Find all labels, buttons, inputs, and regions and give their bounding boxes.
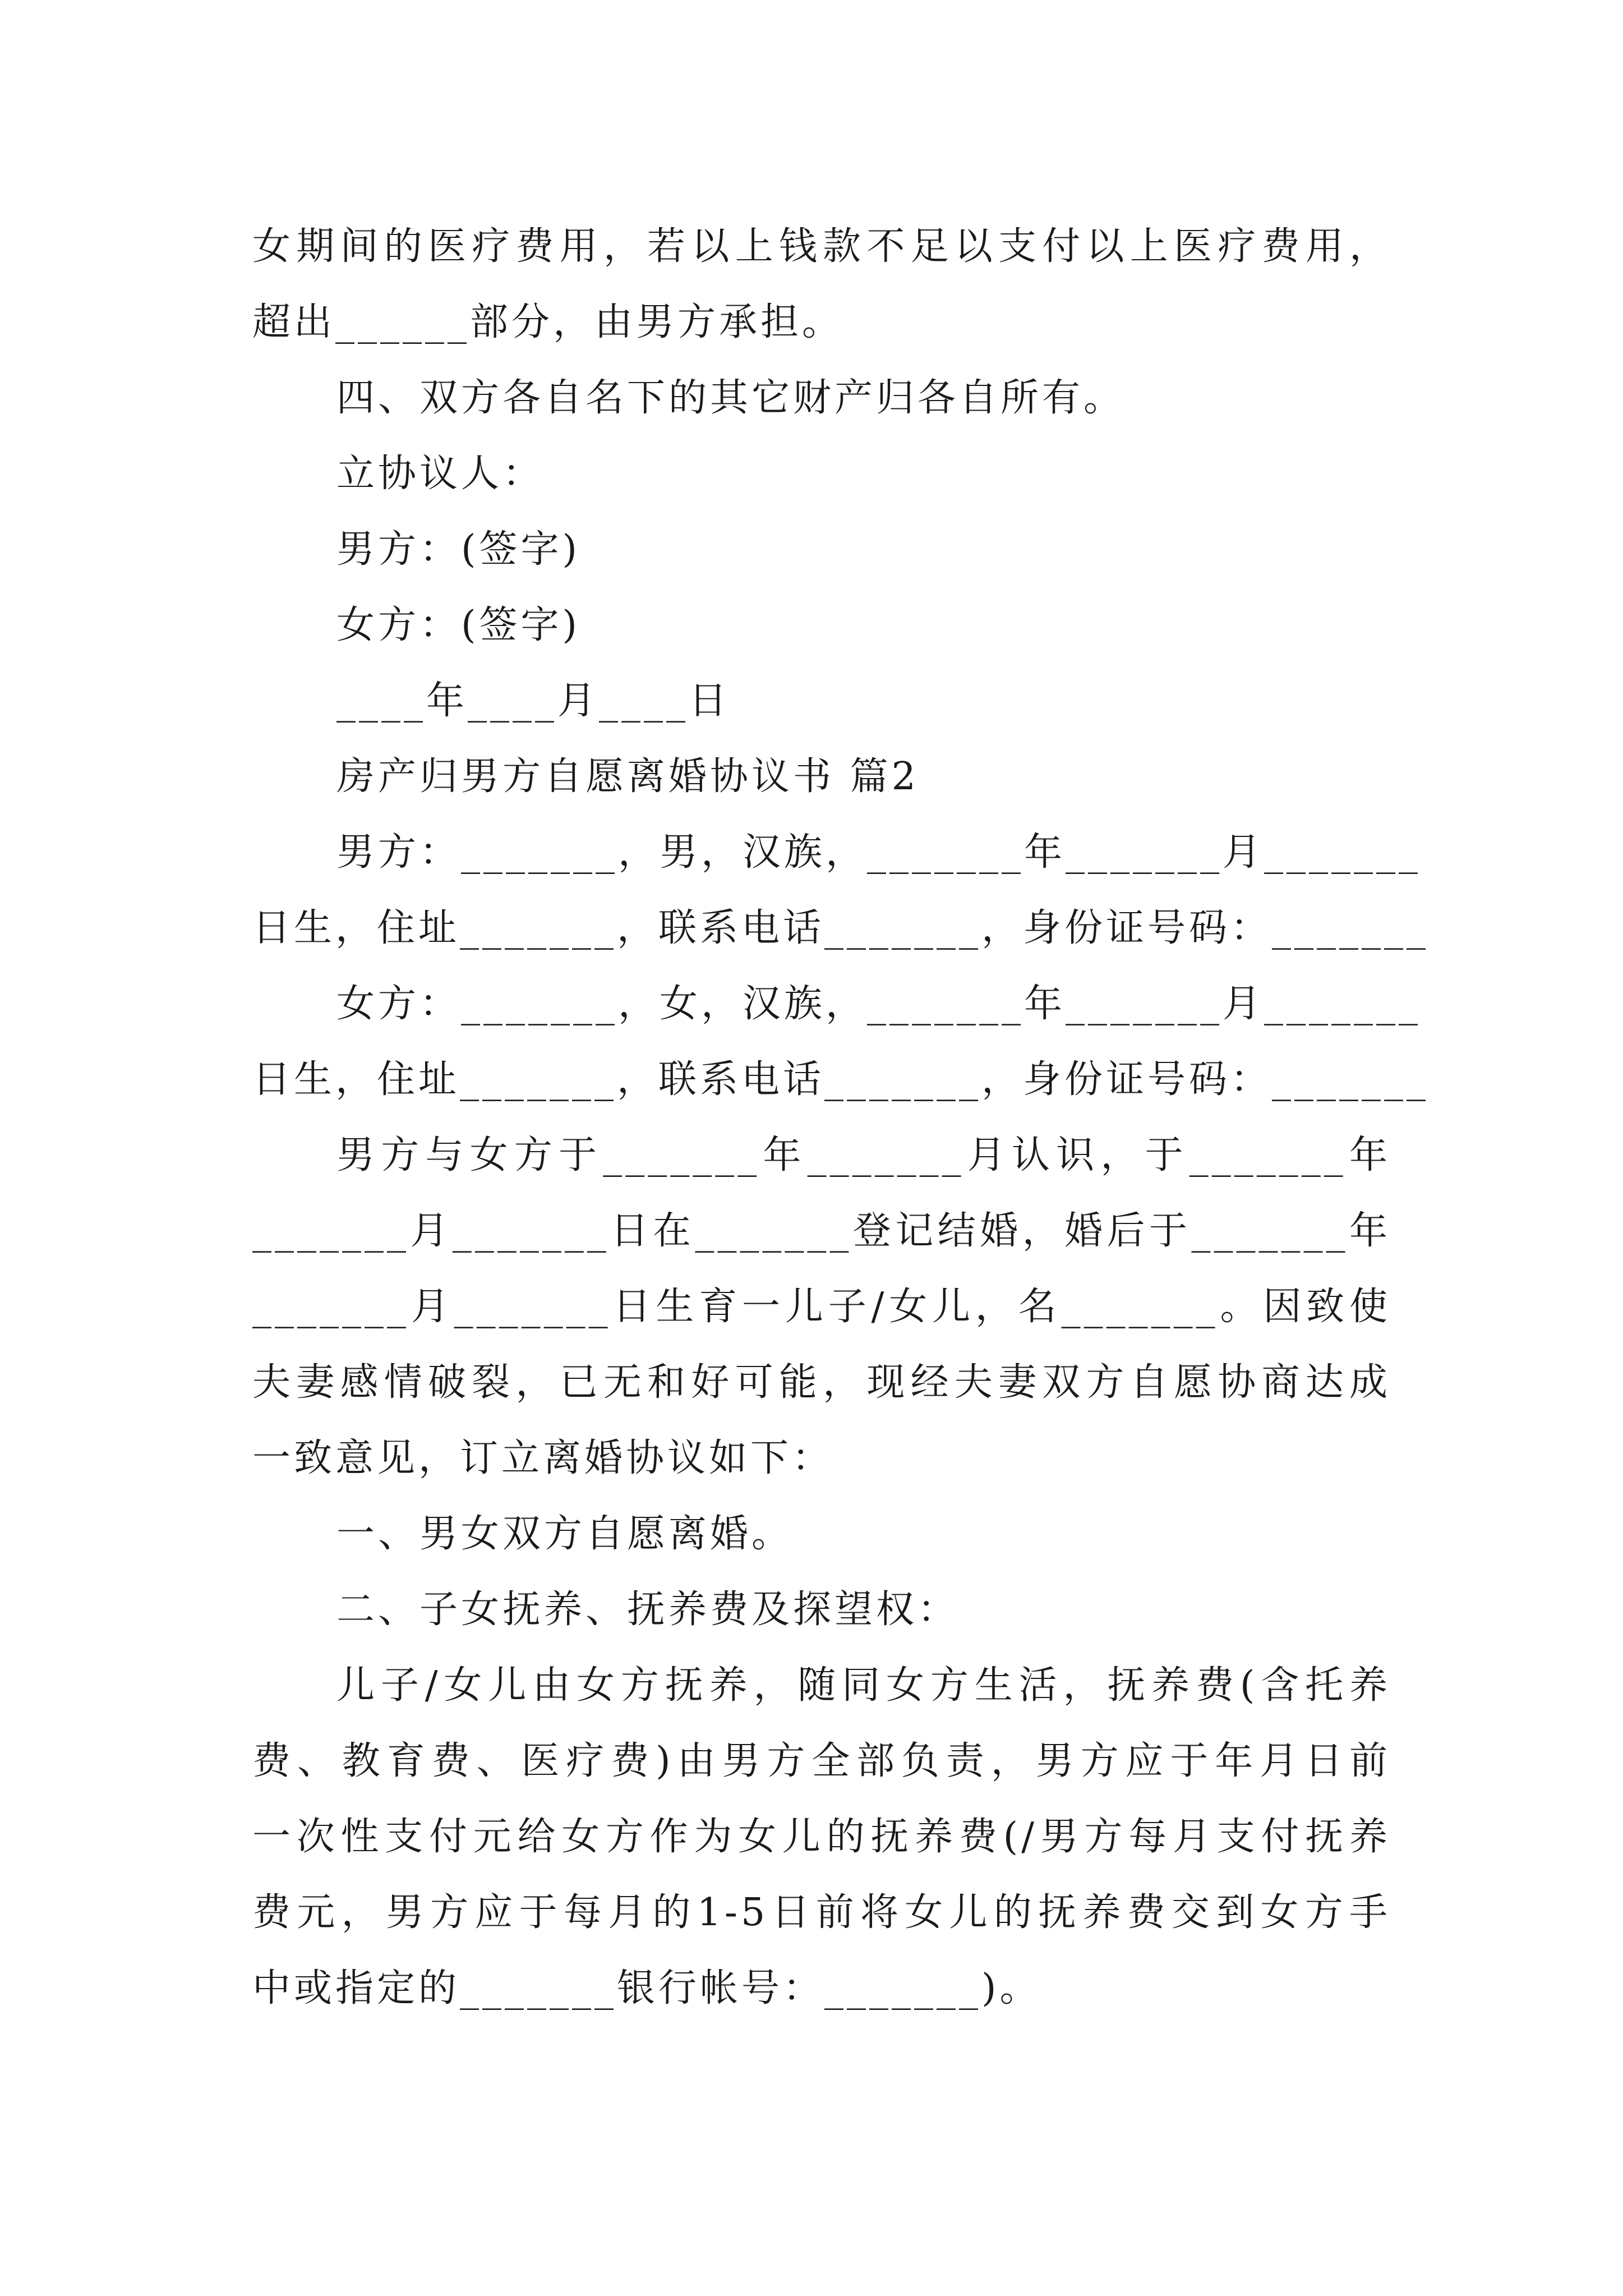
text-line: 夫妻感情破裂，已无和好可能，现经夫妻双方自愿协商达成 bbox=[252, 1360, 1391, 1405]
section-title: 房产归男方自愿离婚协议书 篇2 bbox=[336, 754, 919, 799]
text-line: 日生，住址_______，联系电话_______，身份证号码：_______ bbox=[252, 1057, 1430, 1102]
text-line: 女方：_______，女，汉族，_______年_______月_______ bbox=[336, 982, 1422, 1026]
text-line: 费、教育费、医疗费)由男方全部负责，男方应于年月日前 bbox=[252, 1739, 1391, 1783]
text-line: 日生，住址_______，联系电话_______，身份证号码：_______ bbox=[252, 906, 1430, 950]
signature-line-female: 女方：(签字) bbox=[336, 603, 581, 647]
text-line: 男方：_______，男，汉族，_______年_______月_______ bbox=[336, 830, 1422, 875]
text-line: _______月_______日生育一儿子/女儿，名_______。因致使 bbox=[252, 1285, 1391, 1329]
text-line: 儿子/女儿由女方抚养，随同女方生活，抚养费(含托养 bbox=[336, 1663, 1391, 1708]
clause-heading: 二、子女抚养、抚养费及探望权： bbox=[336, 1588, 960, 1632]
clause-heading: 一、男女双方自愿离婚。 bbox=[336, 1512, 794, 1556]
text-line: 一次性支付元给女方作为女儿的抚养费(/男方每月支付抚养 bbox=[252, 1815, 1391, 1859]
text-line: 立协议人： bbox=[336, 452, 545, 496]
text-line: 男方与女方于_______年_______月认识，于_______年 bbox=[336, 1133, 1391, 1177]
text-line: 超出______部分，由男方承担。 bbox=[252, 300, 844, 344]
signature-line-male: 男方：(签字) bbox=[336, 527, 581, 572]
text-line: 中或指定的_______银行帐号：_______)。 bbox=[252, 1966, 1041, 2010]
text-line: _______月_______日在_______登记结婚，婚后于_______年 bbox=[252, 1209, 1391, 1253]
text-line: 四、双方各自名下的其它财产归各自所有。 bbox=[336, 376, 1126, 420]
text-line: 费元，男方应于每月的1-5日前将女儿的抚养费交到女方手 bbox=[252, 1890, 1391, 1935]
text-line: 一致意见，订立离婚协议如下： bbox=[252, 1436, 834, 1480]
text-line: 女期间的医疗费用，若以上钱款不足以支付以上医疗费用， bbox=[252, 224, 1391, 269]
date-line: ____年____月____日 bbox=[336, 679, 731, 723]
